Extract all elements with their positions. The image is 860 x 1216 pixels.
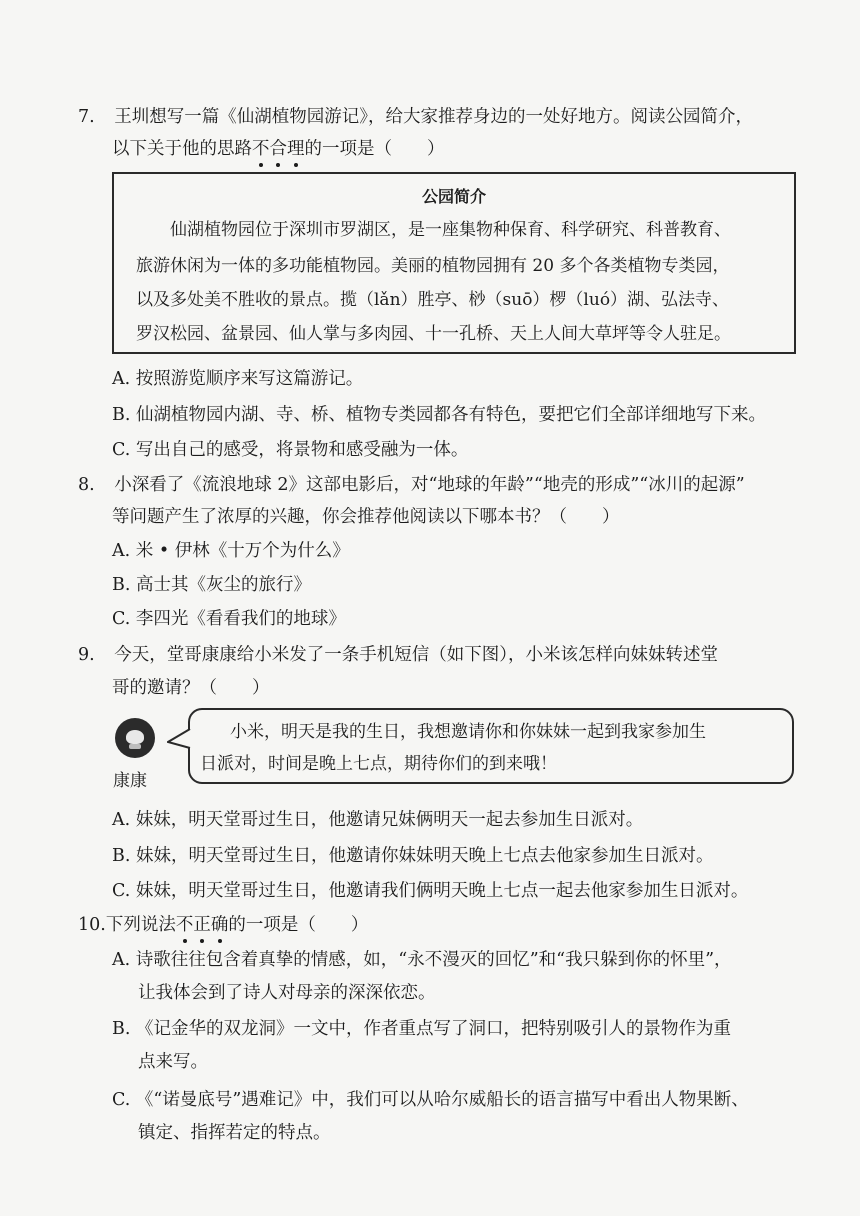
q7-stem-line1: 7. 王圳想写一篇《仙湖植物园游记》，给大家推荐身边的一处好地方。阅读公园简介，	[78, 107, 754, 127]
park-intro-line: 仙湖植物园位于深圳市罗湖区，是一座集物种保育、科学研究、科普教育、	[170, 220, 731, 240]
q8-option-c: C. 李四光《看看我们的地球》	[112, 609, 346, 629]
q10-option-c-line1: C. 《“诺曼底号”遇难记》中，我们可以从哈尔威船长的语言描写中看出人物果断、	[112, 1090, 749, 1110]
q10-number: 10.	[78, 915, 106, 935]
park-intro-line: 旅游休闲为一体的多功能植物园。美丽的植物园拥有 20 多个各类植物专类园，	[136, 256, 730, 276]
q10-stem: 10.下列说法不正确的一项是（ ）	[78, 915, 369, 935]
q8-number: 8.	[78, 475, 95, 495]
q9-option-b: B. 妹妹，明天堂哥过生日，他邀请你妹妹明天晚上七点去他家参加生日派对。	[112, 846, 714, 866]
q7-option-a: A. 按照游览顺序来写这篇游记。	[112, 369, 364, 389]
q8-stem-line1: 8. 小深看了《流浪地球 2》这部电影后，对“地球的年龄”“地壳的形成”“冰川的起源”	[78, 475, 745, 495]
sender-avatar	[115, 718, 155, 758]
park-intro-box	[112, 172, 796, 354]
q10-option-b-line1: B. 《记金华的双龙洞》一文中，作者重点写了洞口，把特别吸引人的景物作为重	[112, 1019, 731, 1039]
q7-option-c: C. 写出自己的感受，将景物和感受融为一体。	[112, 440, 469, 460]
q10-option-a-line2: 让我体会到了诗人对母亲的深深依恋。	[138, 983, 436, 1003]
q8-stem-line2: 等问题产生了浓厚的兴趣，你会推荐他阅读以下哪本书？（ ）	[112, 507, 620, 527]
park-intro-title: 公园简介	[421, 187, 486, 206]
q9-stem-line1: 9. 今天，堂哥康康给小米发了一条手机短信（如下图），小米该怎样向妹妹转述堂	[78, 645, 719, 665]
emphasis-dot-char: 不	[252, 139, 270, 159]
q7-stem-line2: 以下关于他的思路不合理的一项是（ ）	[112, 139, 445, 159]
message-line: 日派对，时间是晚上七点，期待你们的到来哦！	[200, 754, 557, 774]
emphasis-dot-char: 不	[175, 915, 194, 935]
q10-option-a-line1: A. 诗歌往往包含着真挚的情感，如，“永不漫灭的回忆”和“我只躲到你的怀里”，	[112, 950, 732, 970]
emphasis-dot-char: 合	[269, 139, 287, 159]
park-intro-line: 罗汉松园、盆景园、仙人掌与多肉园、十一孔桥、天上人间大草坪等令人驻足。	[136, 324, 731, 344]
q8-option-a: A. 米 • 伊林《十万个为什么》	[112, 541, 350, 561]
sender-name: 康康	[113, 771, 147, 791]
message-line: 小米，明天是我的生日，我想邀请你和你妹妹一起到我家参加生	[230, 722, 706, 742]
q9-number: 9.	[78, 645, 95, 665]
message-bubble	[188, 708, 794, 784]
emphasis-dot-char: 正	[193, 915, 211, 935]
q8-option-b: B. 高士其《灰尘的旅行》	[112, 575, 311, 595]
emphasis-dot-char: 理	[287, 139, 305, 159]
q10-option-b-line2: 点来写。	[138, 1052, 208, 1072]
q7-option-b: B. 仙湖植物园内湖、寺、桥、植物专类园都各有特色，要把它们全部详细地写下来。	[112, 405, 766, 425]
bubble-tail	[167, 728, 191, 750]
q9-option-c: C. 妹妹，明天堂哥过生日，他邀请我们俩明天晚上七点一起去他家参加生日派对。	[112, 881, 749, 901]
q10-option-c-line2: 镇定、指挥若定的特点。	[138, 1123, 331, 1143]
park-intro-line: 以及多处美不胜收的景点。揽（lǎn）胜亭、桫（suō）椤（luó）湖、弘法寺、	[136, 290, 730, 310]
q9-option-a: A. 妹妹，明天堂哥过生日，他邀请兄妹俩明天一起去参加生日派对。	[112, 810, 644, 830]
q7-number: 7.	[78, 107, 95, 127]
emphasis-dot-char: 确	[210, 915, 229, 935]
q9-stem-line2: 哥的邀请？（ ）	[112, 678, 270, 698]
